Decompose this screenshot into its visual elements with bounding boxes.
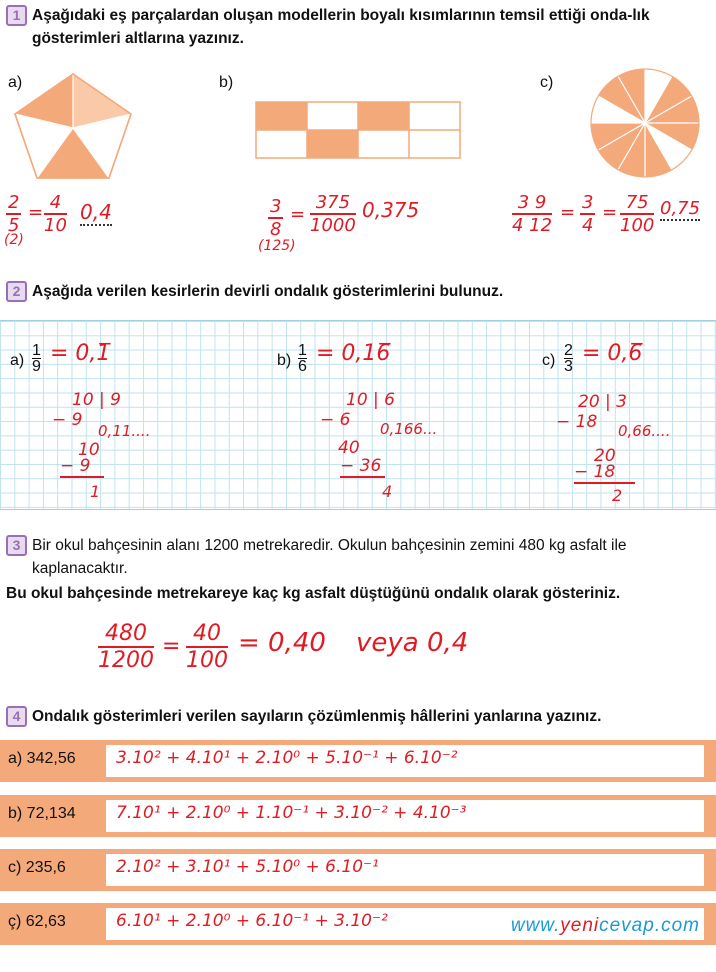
q2a-fraction: 1 9 (32, 342, 41, 375)
q2c-division-sub: − 18 (556, 412, 598, 432)
q2a-division-sub: − 9 (52, 410, 83, 430)
q2a-quotient: 0,11.... (98, 422, 151, 440)
circle-model (589, 67, 701, 179)
q2b-remainder-2: 4 (382, 482, 393, 501)
q1c-fraction-2: $\frac{3}{4}$ (582, 192, 594, 236)
question-4-text: Ondalık gösterimleri verilen sayıların çözümlenmiş hâllerini yanlarına yazınız. (32, 708, 602, 725)
q2c-quotient: 0,66.... (618, 422, 671, 440)
q2b-division-top: 10 | 6 (346, 390, 395, 410)
q2b-fraction: 1 6 (298, 342, 307, 375)
q1a-result: 0,4 (80, 200, 112, 224)
q1b-multiplier: (125) (258, 238, 296, 254)
q1c-result: 0,75 (660, 198, 701, 219)
q3-fraction-1: $\frac{480}{1200}$ (98, 621, 154, 673)
question-3-text: Bir okul bahçesinin alanı 1200 metrekaredir. Okulun bahçesinin zemini 480 kg asfalt ile kaplanacaktır. (32, 537, 627, 577)
rectangle-model (255, 101, 461, 159)
question-number-4: 4 (6, 706, 27, 727)
q4-answer: 2.10² + 3.10¹ + 5.10⁰ + 6.10⁻¹ (116, 857, 379, 877)
q1b-fraction-2: $\frac{375}{1000}$ (310, 192, 356, 236)
q4-answer: 3.10² + 4.10¹ + 2.10⁰ + 5.10⁻¹ + 6.10⁻² (116, 748, 458, 768)
pentagon-model (12, 72, 134, 180)
q1-label-a: a) (8, 74, 23, 91)
q2b-remainder-1: 40 (338, 438, 360, 458)
q2a-remainder-2: 1 (90, 482, 101, 501)
q1-label-c: c) (540, 74, 554, 91)
question-1-text: Aşağıdaki eş parçalardan oluşan modellerin boyalı kısımlarının temsil ettiği onda-lık gösterimleri altlarına yazınız. (32, 7, 650, 47)
q1c-fraction-1: $\frac{3 9}{4 12}$ (512, 192, 553, 236)
q4-row-label: a) 342,56 (8, 750, 76, 767)
q4-row-a (0, 740, 716, 782)
q1a-multiplier: (2) (4, 232, 24, 248)
q4-row-label: b) 72,134 (8, 805, 76, 822)
q2b-answer: = 0,16̅ (316, 341, 391, 366)
q2b-division-sub: − 6 (320, 410, 351, 430)
q3-fraction-2: $\frac{40}{100}$ (186, 621, 228, 673)
q4-answer: 7.10¹ + 2.10⁰ + 1.10⁻¹ + 3.10⁻² + 4.10⁻³ (116, 803, 467, 823)
q2c-remainder-1: 20 (594, 446, 616, 466)
q2-label-b: b) (277, 352, 292, 369)
q2b-sub-2: − 36 (340, 456, 385, 478)
q4-row-b (0, 795, 716, 837)
watermark: www.yenicevap.com (510, 915, 700, 936)
q4-row-c (0, 849, 716, 891)
q2c-sub-2: − 18 (574, 462, 635, 484)
q2b-quotient: 0,166... (380, 420, 438, 438)
question-number-1: 1 (6, 5, 27, 26)
q1a-fraction-1: $\frac{2}{5}$ (8, 192, 20, 236)
q1b-fraction-1: $\frac{3}{8}$ (270, 196, 282, 240)
q4-answer-box (106, 800, 704, 832)
q4-row-label: c) 235,6 (8, 859, 66, 876)
question-2-text: Aşağıda verilen kesirlerin devirli ondalık gösterimlerini bulunuz. (32, 283, 504, 300)
q4-answer-box (106, 745, 704, 777)
q2-label-c: c) (542, 352, 556, 369)
q3-alternative: veya 0,4 (356, 628, 469, 658)
q1c-fraction-3: $\frac{75}{100}$ (620, 192, 655, 236)
q1b-result: 0,375 (362, 198, 420, 222)
question-number-2: 2 (6, 281, 27, 302)
question-3-bold-text: Bu okul bahçesinde metrekareye kaç kg asfalt düştüğünü ondalık olarak gösteriniz. (6, 585, 621, 602)
q2a-sub-2: − 9 (60, 456, 104, 478)
q3-result: = 0,40 (238, 628, 326, 658)
q2a-answer: = 0,1̅ (50, 341, 111, 366)
q2c-division-top: 20 | 3 (578, 392, 627, 412)
q2a-division-top: 10 | 9 (72, 390, 121, 410)
q2c-answer: = 0,6̅ (582, 341, 643, 366)
q2c-remainder-2: 2 (612, 486, 623, 505)
q1a-fraction-2: $\frac{4}{10}$ (44, 192, 67, 236)
q2c-fraction: 2 3 (564, 342, 573, 375)
q2-label-a: a) (10, 352, 25, 369)
q2a-remainder-1: 10 (78, 440, 100, 460)
q4-answer: 6.10¹ + 2.10⁰ + 6.10⁻¹ + 3.10⁻² (116, 911, 388, 931)
q4-answer-box (106, 854, 704, 886)
q1-label-b: b) (219, 74, 234, 91)
question-number-3: 3 (6, 535, 27, 556)
q4-row-label: ç) 62,63 (8, 913, 66, 930)
